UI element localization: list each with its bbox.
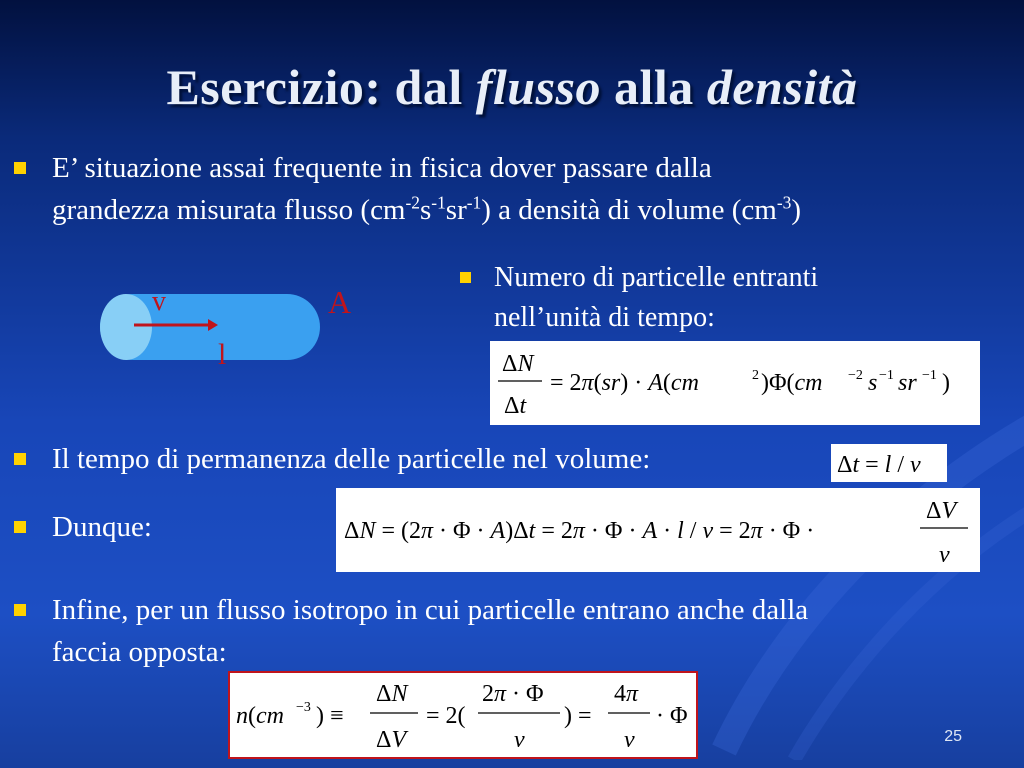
svg-text:)Φ(cm: )Φ(cm: [761, 370, 823, 396]
svg-text:) ≡: ) ≡: [316, 703, 344, 729]
svg-text:Δt = l / v: Δt = l / v: [837, 452, 921, 478]
bullet-therefore-text: Dunque:: [52, 511, 152, 543]
bullet-intro: [52, 147, 1002, 231]
svg-text:= 2(: = 2(: [426, 703, 466, 729]
page-number: 25: [944, 728, 962, 745]
bullet-marker: [460, 272, 471, 283]
slide-title: Esercizio: dal flusso alla densità: [166, 59, 858, 115]
svg-text:v: v: [939, 542, 950, 568]
svg-text:Δt: Δt: [504, 393, 527, 419]
bullet-residence-time: [52, 438, 812, 480]
svg-text:−1: −1: [922, 368, 937, 383]
bullet-particles-line2: nell’unità di tempo:: [494, 302, 715, 333]
bullet-isotropic-line2: faccia opposta:: [52, 636, 227, 668]
svg-text:): ): [942, 370, 950, 396]
svg-text:s: s: [868, 370, 878, 396]
cylinder-diagram: [90, 280, 370, 380]
svg-text:v: v: [514, 727, 525, 753]
area-label: A: [328, 284, 352, 320]
svg-text:n(cm: n(cm: [236, 703, 284, 729]
bullet-particles-line1: Numero di particelle entranti: [494, 262, 819, 293]
bullet-intro-line1: E’ situazione assai frequente in fisica dover passare dalla: [52, 152, 712, 184]
svg-text:4π: 4π: [614, 681, 639, 707]
bullet-marker: [14, 162, 26, 174]
bullet-marker: [14, 604, 26, 616]
bullet-residence-text: Il tempo di permanenza delle particelle nel volume:: [52, 443, 651, 475]
svg-text:ΔV: ΔV: [376, 727, 407, 753]
equation-flux-rate: [490, 341, 980, 425]
bullet-intro-line2: grandezza misurata flusso $(cm^{-2}s^{-1}sr^{-1})$ a densità di volume $(cm^{-3})$: [52, 192, 801, 226]
svg-text:ΔN: ΔN: [376, 681, 408, 707]
svg-text:· Φ: · Φ: [656, 703, 688, 729]
equation-residence-time: [831, 444, 947, 482]
velocity-label: v: [152, 286, 166, 317]
length-label: l: [218, 338, 227, 371]
bullet-isotropic-line1: Infine, per un flusso isotropo in cui particelle entrano anche dalla: [52, 594, 809, 626]
bullet-marker: [14, 453, 26, 465]
svg-text:−3: −3: [296, 700, 311, 715]
svg-text:sr: sr: [898, 370, 917, 396]
bullet-particles-entering: [494, 258, 994, 338]
svg-text:= 2π(sr) · A(cm: = 2π(sr) · A(cm: [550, 370, 699, 396]
svg-text:2π · Φ: 2π · Φ: [482, 681, 544, 707]
equation-particle-count: [336, 488, 980, 572]
svg-text:ΔN = (2π · Φ · A)Δt = 2π · Φ ·: ΔN = (2π · Φ · A)Δt = 2π · Φ · A · l / v = 2π · Φ ·: [344, 518, 815, 544]
svg-text:ΔN: ΔN: [502, 351, 534, 377]
equation-volume-density: [228, 671, 698, 759]
svg-text:) =: ) =: [564, 703, 592, 729]
bullet-therefore: [52, 506, 252, 548]
svg-text:−2: −2: [848, 368, 863, 383]
bullet-isotropic-flux: [52, 589, 1002, 673]
svg-text:ΔV: ΔV: [926, 498, 957, 524]
bullet-marker: [14, 521, 26, 533]
svg-text:2: 2: [752, 368, 759, 383]
svg-text:v: v: [624, 727, 635, 753]
svg-text:−1: −1: [879, 368, 894, 383]
